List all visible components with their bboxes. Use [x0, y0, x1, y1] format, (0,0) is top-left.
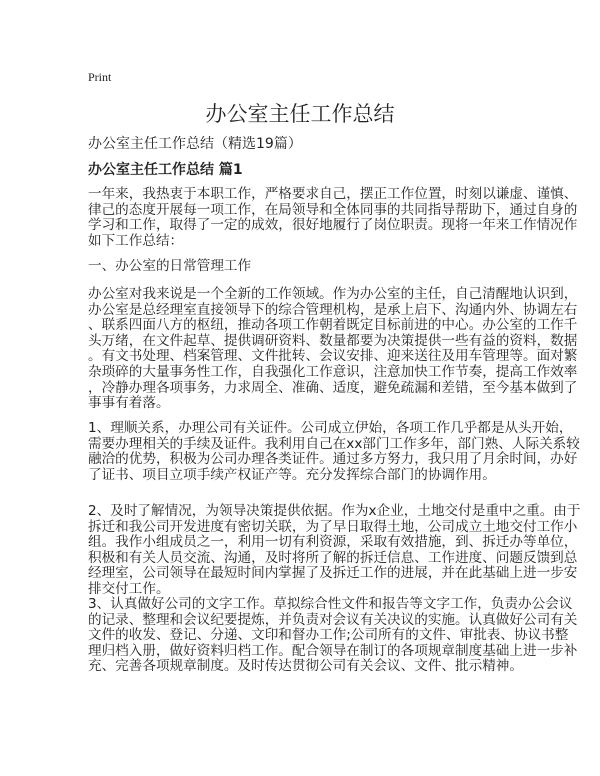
item-3-paragraph — [88, 597, 577, 675]
text-line: 积极和有关人员交流、沟通，及时将所了解的拆迁信息、工作进度、问题反馈到总 — [88, 549, 578, 566]
text-line: 了证书、项目立项手续产权证产等。充分发挥综合部门的协调作用。 — [88, 466, 496, 483]
text-line: 2、及时了解情况，为领导决策提供依据。作为x企业，土地交付是重中之重。由于 — [88, 503, 581, 519]
text-line: 文件的收发、登记、分递、文印和督办工作;公司所有的文件、审批表、协议书整 — [88, 627, 569, 644]
text-line: 学习和工作，取得了一定的成效，很好地履行了岗位职责。现将一年来工作情况作 — [88, 217, 578, 234]
text-line: ，冷静办理各项事务，力求周全、准确、适度，避免疏漏和差错，至今基本做到了 — [88, 379, 578, 396]
section-heading: 办公室主任工作总结 篇1 — [88, 162, 243, 178]
text-line: 。有文书处理、档案管理、文件批转、会议安排、迎来送往及用车管理等。面对繁 — [88, 348, 578, 365]
text-line: 办公室对我来说是一个全新的工作领域。作为办公室的主任，自己清醒地认识到， — [88, 286, 578, 302]
text-line: 排交付工作。 — [88, 580, 170, 597]
text-line: 如下工作总结： — [88, 232, 184, 249]
text-line: 组。我作小组成员之一，利用一切有利资源，采取有效措施，到、拆迁办等单位， — [88, 534, 578, 551]
text-line: 融洽的优势，积极为公司办理各类证件。通过多方努力，我只用了月余时间，办好 — [88, 451, 578, 468]
document-subtitle: 办公室主任工作总结（精选19篇） — [88, 136, 302, 152]
office-paragraph — [88, 287, 577, 412]
text-line: 一、办公室的日常管理工作 — [88, 258, 252, 274]
print-link[interactable]: Print — [88, 70, 112, 84]
text-line: 理归档入册，做好资料归档工作。配合领导在制订的各项规章制度基础上进一步补 — [88, 642, 578, 659]
text-line: 一年来，我热衷于本职工作，严格要求自己，摆正工作位置，时刻以谦虚、谨慎、 — [88, 186, 578, 202]
text-line: 事事有着落。 — [88, 395, 170, 412]
item-2-paragraph — [88, 504, 580, 598]
page-title: 办公室主任工作总结 — [205, 102, 395, 126]
text-line: 3、认真做好公司的文字工作。草拟综合性文件和报告等文字工作，负责办公会议 — [88, 596, 573, 612]
text-line: 办公室是总经理室直接领导下的综合管理机构，是承上启下、沟通内外、协调左右 — [88, 301, 578, 318]
text-line: 经理室，公司领导在最短时间内掌握了及拆迁工作的进展，并在此基础上进一步安 — [88, 565, 578, 582]
text-line: 的记录、整理和会议纪要提炼，并负责对会议有关决议的实施。认真做好公司有关 — [88, 611, 578, 628]
text-line: 需要办理相关的手续及证件。我利用自己在xx部门工作多年，部门熟、人际关系较 — [88, 435, 580, 452]
text-line: 充、完善各项规章制度。及时传达贯彻公司有关会议、文件、批示精神。 — [88, 658, 523, 675]
text-line: 拆迁和我公司开发进度有密切关联，为了早日取得土地，公司成立土地交付工作小 — [88, 518, 578, 535]
section-title-daily-management — [88, 259, 251, 275]
text-line: 杂琐碎的大量事务性工作，自我强化工作意识，注意加快工作节奏，提高工作效率 — [88, 363, 578, 380]
text-line: 头万绪，在文件起草、提供调研资料、数量都要为决策提供一些有益的资料，数据 — [88, 332, 578, 349]
text-line: 1、理顺关系，办理公司有关证件。公司成立伊始，各项工作几乎都是从头开始， — [88, 420, 573, 436]
text-line: 律己的态度开展每一项工作，在局领导和全体同事的共同指导帮助下，通过自身的 — [88, 201, 578, 218]
intro-paragraph — [88, 187, 577, 249]
item-1-paragraph — [88, 421, 580, 483]
text-line: 、联系四面八方的枢纽，推动各项工作朝着既定目标前进的中心。办公室的工作千 — [88, 317, 578, 334]
